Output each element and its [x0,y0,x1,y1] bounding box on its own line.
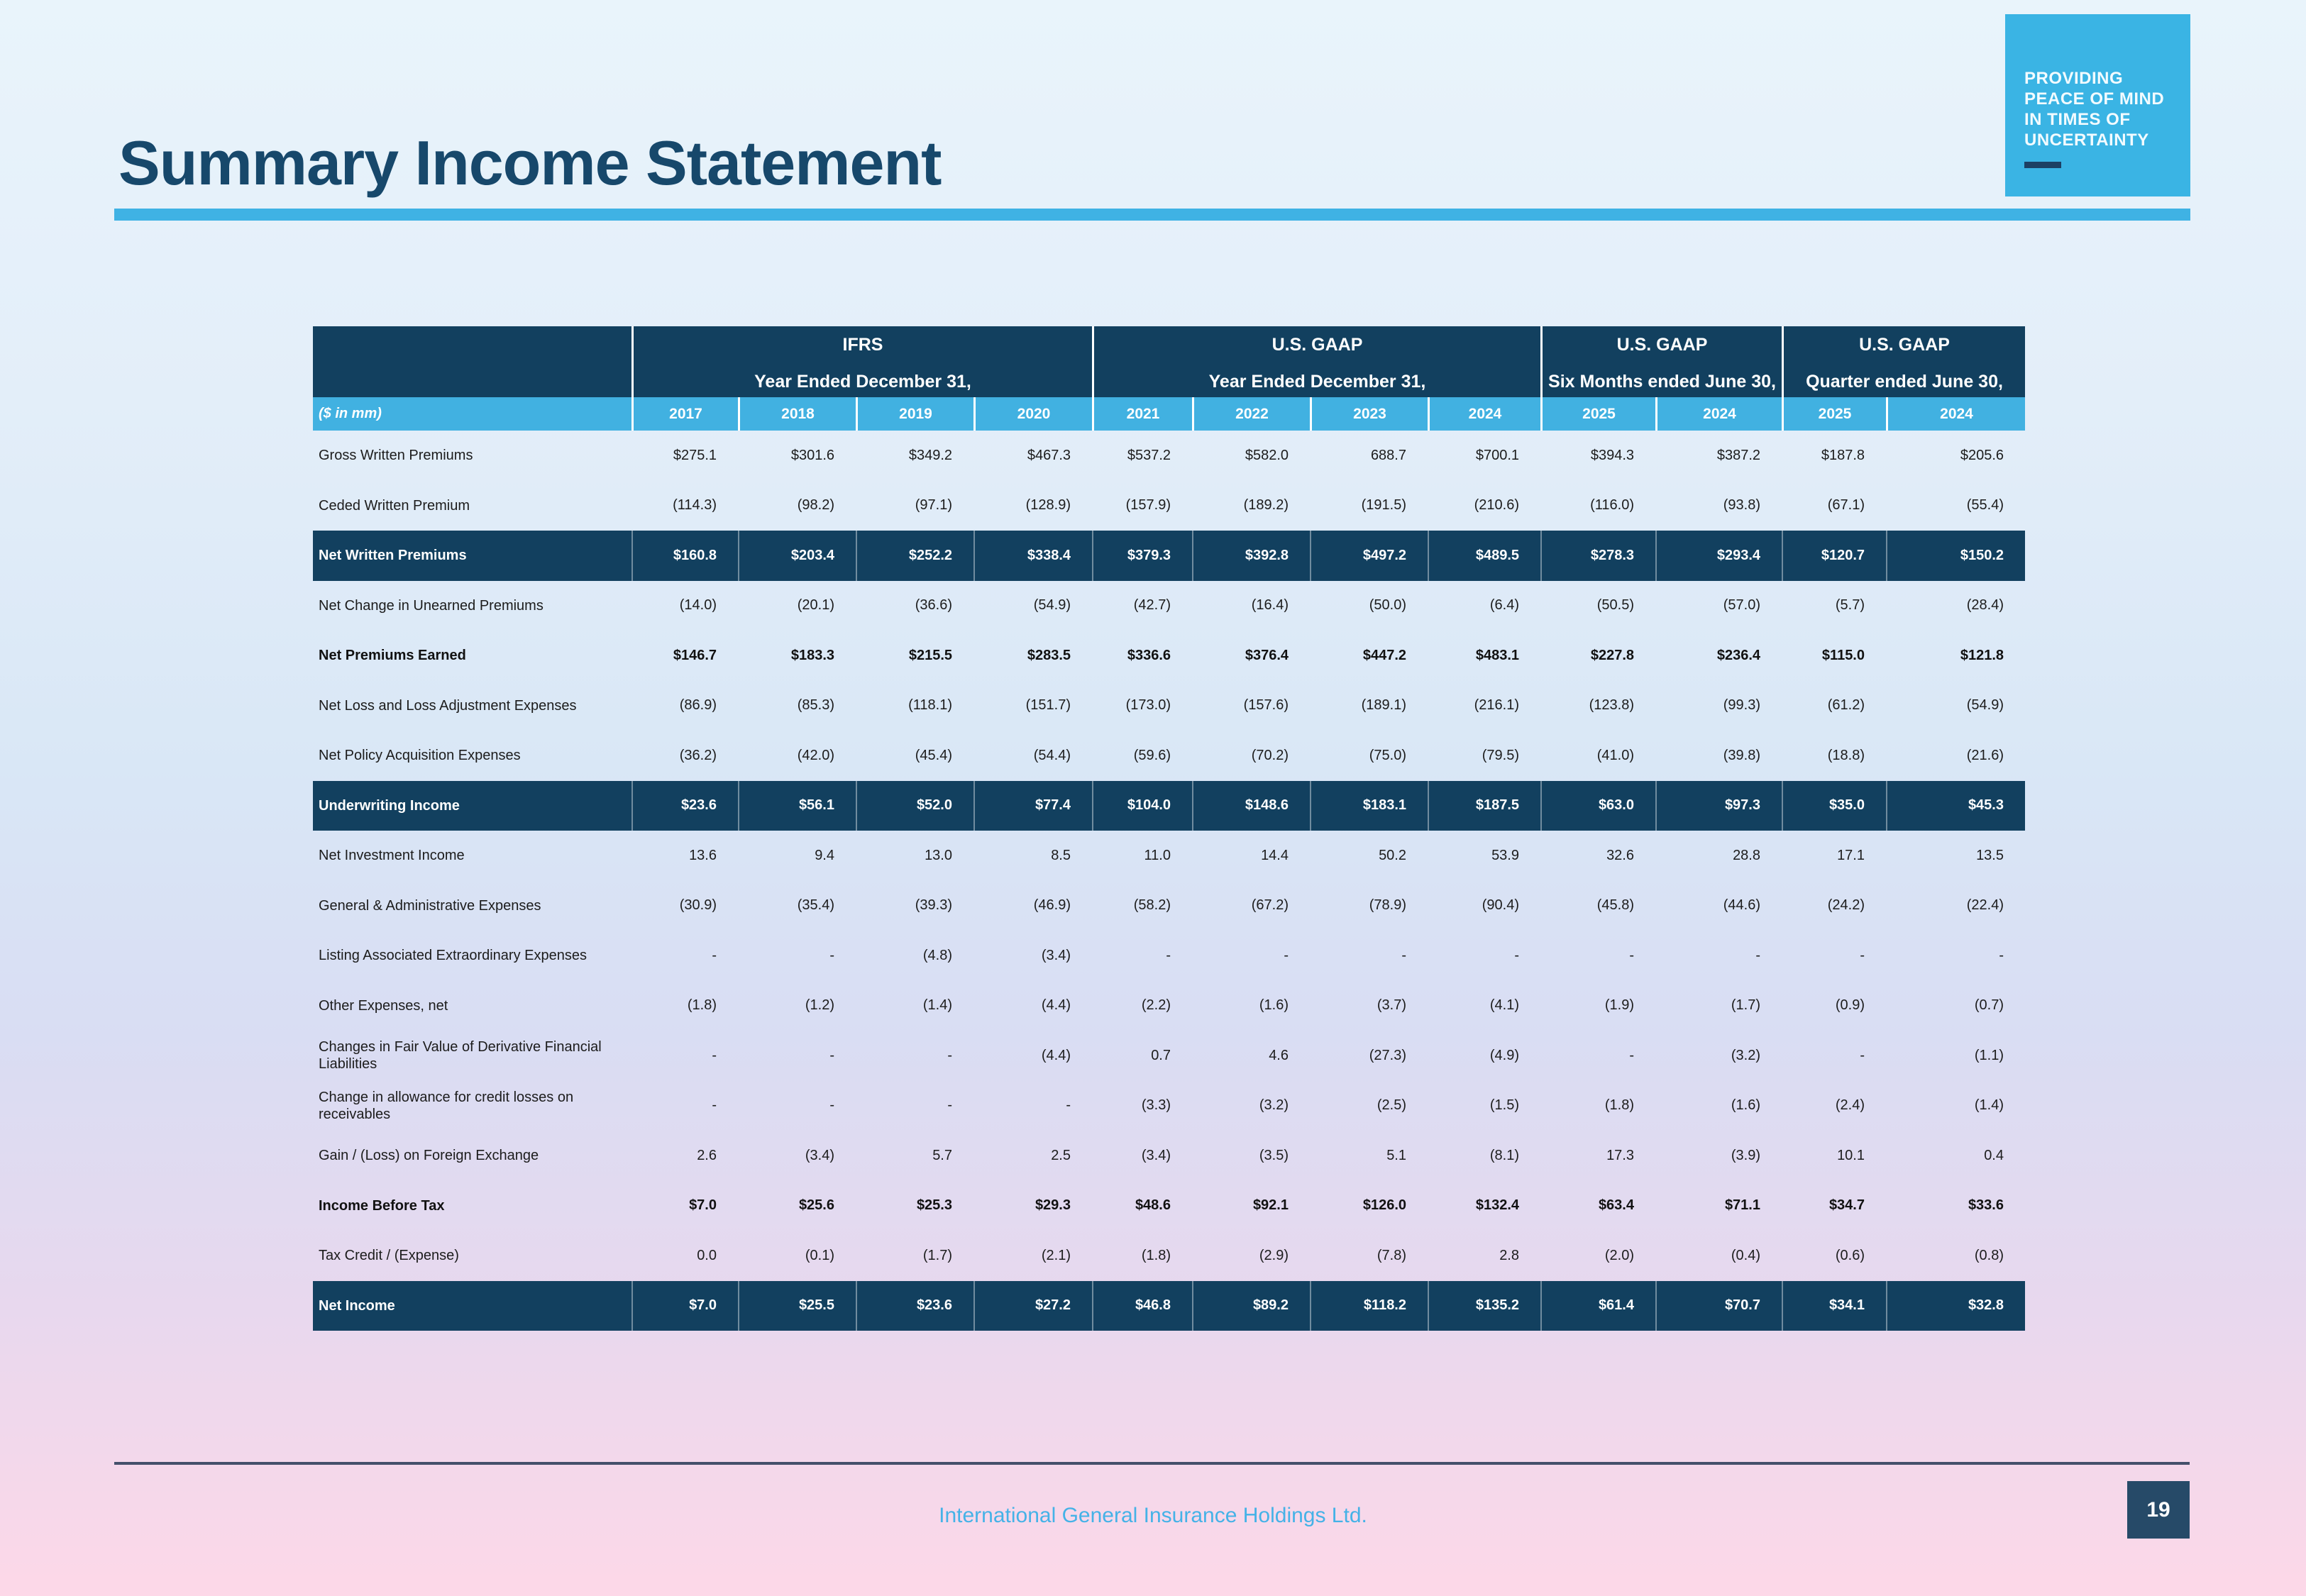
value-cell: $275.1 [673,447,717,463]
value-cell: (4.4) [1041,997,1071,1014]
value-cell: - [947,1097,952,1114]
table-row [313,831,2025,881]
value-cell: 13.5 [1976,847,2004,863]
value-cell: (20.1) [797,597,834,614]
value-cell: (3.7) [1377,997,1406,1014]
value-cell: (0.6) [1835,1247,1865,1263]
value-cell: $45.3 [1886,781,2025,831]
value-cell: $25.6 [798,1197,834,1214]
value-cell: (1.6) [1731,1097,1760,1114]
value-cell: $394.3 [1590,447,1634,463]
value-cell: (0.7) [1974,997,2004,1014]
value-cell: $56.1 [738,781,856,831]
table-row [313,1181,2025,1231]
value-cell: $92.1 [1252,1197,1289,1214]
value-cell: - [712,1097,717,1114]
page-title: Summary Income Statement [118,128,942,198]
badge-line: UNCERTAINTY [2024,131,2149,150]
value-cell: 0.0 [697,1247,717,1263]
value-cell: $33.6 [1968,1197,2004,1214]
value-cell: - [1755,947,1760,963]
value-cell: (1.2) [805,997,834,1014]
value-cell: $7.0 [631,1281,738,1331]
value-cell: $349.2 [908,447,952,463]
value-cell: - [829,1047,834,1063]
year-column-header: 2018 [738,397,856,431]
badge-line: PROVIDING [2024,69,2124,88]
value-cell: (14.0) [679,597,717,614]
value-cell: $205.6 [1960,447,2004,463]
value-cell: $146.7 [673,647,717,663]
value-cell: - [1066,1097,1071,1114]
value-cell: 0.4 [1984,1147,2004,1163]
value-cell: $582.0 [1245,447,1289,463]
value-cell: $187.8 [1821,447,1865,463]
row-label: Underwriting Income [319,797,460,814]
table-row [313,581,2025,631]
value-cell: (157.6) [1243,697,1289,714]
value-cell: - [1860,947,1865,963]
value-cell: (58.2) [1133,897,1171,914]
value-cell: (1.9) [1604,997,1634,1014]
value-cell: $283.5 [1027,647,1071,663]
value-cell: (22.4) [1966,897,2004,914]
value-cell: $70.7 [1655,1281,1782,1331]
value-cell: (61.2) [1827,697,1865,714]
value-cell: $336.6 [1127,647,1171,663]
value-cell: (28.4) [1966,597,2004,614]
row-label: Changes in Fair Value of Derivative Financial Liabilities [319,1039,602,1073]
value-cell: (1.4) [1974,1097,2004,1114]
value-cell: 5.7 [932,1147,952,1163]
value-cell: (157.9) [1125,497,1171,514]
value-cell: - [1629,1047,1634,1063]
year-column-header: 2025 [1782,397,1886,431]
header-label-spacer [313,326,631,397]
value-cell: $25.5 [738,1281,856,1331]
value-cell: $34.1 [1782,1281,1886,1331]
value-cell: (0.4) [1731,1247,1760,1263]
value-cell: $227.8 [1590,647,1634,663]
table-row [313,431,2025,481]
row-label: Net Investment Income [319,848,465,864]
value-cell: 50.2 [1379,847,1406,863]
value-cell: (93.8) [1723,497,1760,514]
value-cell: - [1401,947,1406,963]
row-label: Ceded Written Premium [319,497,470,514]
value-cell: - [1284,947,1289,963]
value-cell: $278.3 [1540,531,1655,581]
value-cell: $447.2 [1362,647,1406,663]
value-cell: 10.1 [1837,1147,1865,1163]
value-cell: (3.3) [1141,1097,1171,1114]
badge-line: PEACE OF MIND [2024,89,2165,109]
value-cell: (3.2) [1259,1097,1289,1114]
value-cell: (3.2) [1731,1047,1760,1063]
value-cell: (1.8) [1141,1247,1171,1263]
table-row [313,1231,2025,1281]
row-label: Gross Written Premiums [319,448,473,464]
value-cell: (67.1) [1827,497,1865,514]
value-cell: (97.1) [915,497,952,514]
value-cell: $61.4 [1540,1281,1655,1331]
value-cell: $120.7 [1782,531,1886,581]
section-title: U.S. GAAP [1859,335,1950,355]
value-cell: (44.6) [1723,897,1760,914]
value-cell: (189.2) [1243,497,1289,514]
brand-badge [2005,14,2190,196]
footer-company: International General Insurance Holdings Ltd. [939,1504,1367,1527]
value-cell: $115.0 [1821,647,1865,663]
value-cell: $489.5 [1428,531,1540,581]
year-column-header: 2024 [1428,397,1540,431]
year-column-header: 2024 [1655,397,1782,431]
section-subtitle: Year Ended December 31, [754,372,971,392]
value-cell: 11.0 [1144,847,1171,863]
value-cell: (45.8) [1596,897,1634,914]
value-cell: $700.1 [1475,447,1519,463]
value-cell: (3.5) [1259,1147,1289,1163]
value-cell: - [947,1047,952,1063]
value-cell: 2.5 [1051,1147,1071,1163]
value-cell: (1.8) [1604,1097,1634,1114]
value-cell: - [1629,947,1634,963]
section-title: IFRS [842,335,883,355]
value-cell: 2.6 [697,1147,717,1163]
value-cell: (54.9) [1033,597,1071,614]
value-cell: (4.9) [1489,1047,1519,1063]
year-column-header: 2019 [856,397,973,431]
value-cell: $77.4 [973,781,1092,831]
value-cell: $379.3 [1092,531,1192,581]
value-cell: $301.6 [790,447,834,463]
value-cell: - [712,947,717,963]
value-cell: (45.4) [915,747,952,763]
value-cell: $126.0 [1362,1197,1406,1214]
value-cell: 17.1 [1837,847,1865,863]
row-label: Listing Associated Extraordinary Expenses [319,948,587,964]
table-row [313,681,2025,731]
section-header [1540,326,1782,397]
value-cell: (98.2) [797,497,834,514]
value-cell: (123.8) [1589,697,1634,714]
value-cell: $376.4 [1245,647,1289,663]
row-label: Gain / (Loss) on Foreign Exchange [319,1148,539,1164]
row-label: Tax Credit / (Expense) [319,1248,459,1264]
value-cell: $27.2 [973,1281,1092,1331]
value-cell: 5.1 [1386,1147,1406,1163]
value-cell: $32.8 [1886,1281,2025,1331]
value-cell: (85.3) [797,697,834,714]
value-cell: 17.3 [1606,1147,1634,1163]
value-cell: 28.8 [1733,847,1760,863]
value-cell: - [1514,947,1519,963]
row-label: Other Expenses, net [319,997,448,1014]
value-cell: (59.6) [1133,747,1171,763]
value-cell: $387.2 [1716,447,1760,463]
value-cell: $135.2 [1428,1281,1540,1331]
value-cell: $252.2 [856,531,973,581]
table-row [313,1131,2025,1181]
row-label: Net Income [319,1297,395,1314]
section-header [631,326,1092,397]
value-cell: 4.6 [1269,1047,1289,1063]
value-cell: (2.0) [1604,1247,1634,1263]
value-cell: (27.3) [1369,1047,1406,1063]
value-cell: (8.1) [1489,1147,1519,1163]
value-cell: (116.0) [1590,497,1634,514]
value-cell: (3.4) [1141,1147,1171,1163]
value-cell: $150.2 [1886,531,2025,581]
value-cell: (1.7) [922,1247,952,1263]
value-cell: (50.5) [1596,597,1634,614]
value-cell: (216.1) [1474,697,1519,714]
value-cell: $7.0 [689,1197,717,1214]
value-cell: - [829,947,834,963]
value-cell: 13.6 [689,847,717,863]
value-cell: $52.0 [856,781,973,831]
value-cell: $63.0 [1540,781,1655,831]
value-cell: $23.6 [631,781,738,831]
value-cell: (189.1) [1361,697,1406,714]
value-cell: - [712,1047,717,1063]
row-label: Net Change in Unearned Premiums [319,597,544,614]
value-cell: $118.2 [1310,1281,1428,1331]
table-row [313,931,2025,981]
value-cell: $48.6 [1135,1197,1171,1214]
table-row [313,881,2025,931]
unit-label: ($ in mm) [319,406,382,421]
value-cell: (1.5) [1489,1097,1519,1114]
value-cell: (1.7) [1731,997,1760,1014]
section-subtitle: Quarter ended June 30, [1806,372,2003,392]
value-cell: (4.8) [922,947,952,963]
value-cell: (24.2) [1827,897,1865,914]
value-cell: $537.2 [1127,447,1171,463]
value-cell: $160.8 [631,531,738,581]
value-cell: (1.8) [687,997,717,1014]
value-cell: (3.4) [805,1147,834,1163]
value-cell: (41.0) [1596,747,1634,763]
value-cell: $25.3 [916,1197,952,1214]
value-cell: (2.2) [1141,997,1171,1014]
value-cell: (1.4) [922,997,952,1014]
value-cell: (151.7) [1025,697,1071,714]
value-cell: (21.6) [1966,747,2004,763]
income-statement-table [313,326,2025,1331]
table-row [313,1281,2025,1331]
year-column-header: 2020 [973,397,1092,431]
value-cell: (57.0) [1723,597,1760,614]
value-cell: (18.8) [1827,747,1865,763]
value-cell: $215.5 [908,647,952,663]
value-cell: (54.9) [1966,697,2004,714]
value-cell: - [1999,947,2004,963]
value-cell: (35.4) [797,897,834,914]
value-cell: (1.6) [1259,997,1289,1014]
section-title: U.S. GAAP [1616,335,1708,355]
value-cell: $183.1 [1310,781,1428,831]
value-cell: (191.5) [1361,497,1406,514]
table-row [313,731,2025,781]
value-cell: 14.4 [1261,847,1289,863]
value-cell: 32.6 [1606,847,1634,863]
value-cell: $71.1 [1724,1197,1760,1214]
value-cell: $483.1 [1475,647,1519,663]
value-cell: (46.9) [1033,897,1071,914]
table-row [313,981,2025,1031]
value-cell: (173.0) [1125,697,1171,714]
badge-dash-icon [2024,162,2061,168]
value-cell: (2.4) [1835,1097,1865,1114]
value-cell: (4.4) [1041,1047,1071,1063]
table-row [313,531,2025,581]
value-cell: $203.4 [738,531,856,581]
value-cell: (99.3) [1723,697,1760,714]
value-cell: (3.9) [1731,1147,1760,1163]
value-cell: (75.0) [1369,747,1406,763]
value-cell: 8.5 [1051,847,1071,863]
year-column-header: 2021 [1092,397,1192,431]
table-row [313,1081,2025,1131]
section-title: U.S. GAAP [1271,335,1363,355]
badge-line: IN TIMES OF [2024,110,2131,129]
value-cell: (42.0) [797,747,834,763]
footer-divider [114,1462,2190,1465]
value-cell: - [829,1097,834,1114]
value-cell: $293.4 [1655,531,1782,581]
value-cell: (39.3) [915,897,952,914]
value-cell: (36.2) [679,747,717,763]
value-cell: 9.4 [815,847,834,863]
title-accent-bar [114,209,2190,221]
value-cell: (70.2) [1251,747,1289,763]
value-cell: (2.9) [1259,1247,1289,1263]
value-cell: $46.8 [1092,1281,1192,1331]
row-label: Change in allowance for credit losses on receivables [319,1089,574,1122]
value-cell: (78.9) [1369,897,1406,914]
value-cell: (1.1) [1974,1047,2004,1063]
row-label: Net Policy Acquisition Expenses [319,748,521,764]
value-cell: (128.9) [1025,497,1071,514]
value-cell: 0.7 [1151,1047,1171,1063]
value-cell: (67.2) [1251,897,1289,914]
year-column-header: 2017 [631,397,738,431]
value-cell: (0.8) [1974,1247,2004,1263]
row-label: Net Written Premiums [319,548,467,564]
value-cell: $392.8 [1192,531,1310,581]
value-cell: (16.4) [1251,597,1289,614]
year-column-header: 2025 [1540,397,1655,431]
section-header [1782,326,2025,397]
table-row [313,481,2025,531]
value-cell: $236.4 [1716,647,1760,663]
value-cell: $34.7 [1828,1197,1865,1214]
value-cell: $35.0 [1782,781,1886,831]
value-cell: (86.9) [679,697,717,714]
value-cell: (3.4) [1041,947,1071,963]
row-label: Income Before Tax [319,1197,445,1214]
year-column-header: 2024 [1886,397,2025,431]
value-cell: $89.2 [1192,1281,1310,1331]
value-cell: 688.7 [1370,447,1406,463]
value-cell: $183.3 [790,647,834,663]
value-cell: $497.2 [1310,531,1428,581]
value-cell: $121.8 [1960,647,2004,663]
value-cell: - [1860,1047,1865,1063]
value-cell: (7.8) [1377,1247,1406,1263]
value-cell: (54.4) [1033,747,1071,763]
value-cell: (6.4) [1489,597,1519,614]
value-cell: $467.3 [1027,447,1071,463]
row-label: General & Administrative Expenses [319,897,541,914]
table-header-groups [313,326,2025,397]
value-cell: (5.7) [1835,597,1865,614]
value-cell: (2.5) [1377,1097,1406,1114]
value-cell: (118.1) [908,697,952,714]
value-cell: (210.6) [1474,497,1519,514]
value-cell: (0.1) [805,1247,834,1263]
section-subtitle: Six Months ended June 30, [1548,372,1776,392]
value-cell: (114.3) [673,497,717,514]
table-row [313,781,2025,831]
value-cell: $104.0 [1092,781,1192,831]
value-cell: (42.7) [1133,597,1171,614]
value-cell: 2.8 [1499,1247,1519,1263]
section-subtitle: Year Ended December 31, [1208,372,1426,392]
row-label: Net Premiums Earned [319,648,466,664]
value-cell: 13.0 [925,847,952,863]
table-year-row [313,397,2025,431]
section-header [1092,326,1540,397]
value-cell: (4.1) [1489,997,1519,1014]
value-cell: (36.6) [915,597,952,614]
value-cell: (50.0) [1369,597,1406,614]
value-cell: $63.4 [1598,1197,1634,1214]
page-number-box [2127,1481,2190,1539]
table-row [313,631,2025,681]
value-cell: (90.4) [1482,897,1519,914]
page-number: 19 [2146,1497,2170,1522]
value-cell: $97.3 [1655,781,1782,831]
value-cell: - [1166,947,1171,963]
row-label: Net Loss and Loss Adjustment Expenses [319,697,577,714]
value-cell: 53.9 [1491,847,1519,863]
value-cell: (39.8) [1723,747,1760,763]
value-cell: (79.5) [1482,747,1519,763]
value-cell: $132.4 [1475,1197,1519,1214]
value-cell: (2.1) [1041,1247,1071,1263]
year-column-header: 2022 [1192,397,1310,431]
value-cell: $338.4 [973,531,1092,581]
year-column-header: 2023 [1310,397,1428,431]
value-cell: $29.3 [1035,1197,1071,1214]
table-row [313,1031,2025,1081]
value-cell: $187.5 [1428,781,1540,831]
value-cell: $148.6 [1192,781,1310,831]
value-cell: $23.6 [856,1281,973,1331]
value-cell: (30.9) [679,897,717,914]
value-cell: (55.4) [1966,497,2004,514]
value-cell: (0.9) [1835,997,1865,1014]
